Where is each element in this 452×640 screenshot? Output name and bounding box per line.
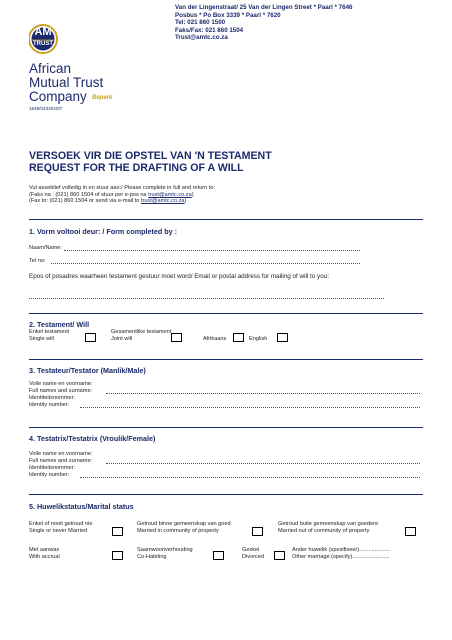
marital-out-community-checkbox[interactable]	[405, 527, 416, 536]
testator-field-label: Volle name en voorname:	[29, 381, 93, 387]
testator-field-label: Identiteitsnommer:	[29, 395, 76, 401]
logo-name-line: Company	[29, 89, 87, 104]
testatrix-field-label: Volle name en voorname:	[29, 451, 93, 457]
divider	[29, 313, 423, 314]
intro-line: (Faks na : (021) 860 1504 of stuur per e-pos na trust@amtc.co.za)	[29, 191, 194, 198]
section-heading: 2. Testament/ Will	[29, 320, 90, 329]
address-line: Faks/Fax: 021 860 1504	[175, 26, 244, 34]
address-line: Tel: 021 860 1500	[175, 19, 226, 27]
divider	[29, 219, 423, 220]
marital-in-community-label: Getroud binne gemeenskap van goed Married in community of property	[137, 521, 231, 534]
tel-field[interactable]	[51, 263, 360, 264]
divider	[29, 427, 423, 428]
intro-line: Vul asseblief volledig in en stuur aan:/ Please complete in full and return to:	[29, 185, 216, 191]
email-link[interactable]: trust@amtc.co.za	[148, 191, 192, 198]
section-heading: 1. Vorm voltooi deur: / Form completed by :	[29, 227, 178, 236]
divider	[29, 359, 423, 360]
company-address	[175, 4, 352, 42]
testator-field-label: Identity number:	[29, 402, 70, 408]
section-heading: 5. Huwelikstatus/Marital status	[29, 502, 134, 511]
name-field[interactable]	[64, 250, 360, 251]
marital-in-community-checkbox[interactable]	[252, 527, 263, 536]
title-line: VERSOEK VIR DIE OPSTEL VAN 'N TESTAMENT	[29, 150, 272, 162]
joint-will-label: Gesamentlike testament Joint will	[111, 329, 172, 342]
marital-divorced-checkbox[interactable]	[274, 551, 285, 560]
english-label: English	[249, 336, 268, 342]
intro-text	[29, 185, 215, 205]
name-label: Naam/Name:	[29, 245, 62, 251]
logo-name-line: Mutual Trust	[29, 75, 104, 90]
marital-cohabiting-label: Saamwoonverhouding Co-Habiting	[137, 547, 193, 560]
address-line: Posbus * Po Box 3339 * Paarl * 7620	[175, 11, 281, 19]
postal-label: Epos of posadres waarheen testament gestuur moet word/ Email or postal address for mailing of will to you:	[29, 273, 329, 280]
logo-mark-bottom: TRUST	[33, 41, 53, 47]
marital-single-label: Enkel of nooit getroud nie Single or never Married	[29, 521, 93, 534]
intro-line: (Fax to: (021) 860 1504 or send via e-mail to trust@amtc.co.za)	[29, 198, 187, 205]
marital-out-community-label: Getroud buite gemeenskap van goedere Married out of community of property	[278, 521, 379, 534]
logo-mark-top: AM	[34, 26, 52, 38]
afrikaans-checkbox[interactable]	[233, 333, 244, 342]
afrikaans-label: Afrikaans	[203, 336, 227, 342]
testatrix-field-label: Full names and surname:	[29, 458, 93, 464]
logo-registration: 1948/033302/07	[29, 106, 63, 111]
page-title	[29, 150, 272, 174]
section-heading: 4. Testatrix/Testatrix (Vroulik/Female)	[29, 434, 156, 443]
logo-name-line: African	[29, 61, 72, 76]
marital-accrual-checkbox[interactable]	[112, 551, 123, 560]
joint-will-checkbox[interactable]	[171, 333, 182, 342]
testatrix-name-field[interactable]	[106, 463, 420, 464]
single-will-label: Enkel testament Single will	[29, 329, 70, 342]
title-line: REQUEST FOR THE DRAFTING OF A WILL	[29, 162, 244, 174]
company-logo	[29, 14, 129, 134]
testator-id-field[interactable]	[80, 407, 420, 408]
single-will-checkbox[interactable]	[85, 333, 96, 342]
marital-cohabiting-checkbox[interactable]	[213, 551, 224, 560]
marital-divorced-label: Geskei Divorced	[242, 547, 265, 560]
testatrix-field-label: Identiteitsnommer:	[29, 465, 76, 471]
email-link[interactable]: trust@amtc.co.za	[140, 198, 185, 205]
section-heading: 3. Testateur/Testator (Manlik/Male)	[29, 366, 146, 375]
tel-label: Tel no:	[29, 258, 46, 264]
address-line: Trust@amtc.co.za	[175, 34, 228, 42]
testator-name-field[interactable]	[106, 393, 420, 394]
testatrix-id-field[interactable]	[80, 477, 420, 478]
testatrix-field-label: Identity number:	[29, 472, 70, 478]
marital-single-checkbox[interactable]	[112, 527, 123, 536]
english-checkbox[interactable]	[277, 333, 288, 342]
testator-field-label: Full names and surname:	[29, 388, 93, 394]
divider	[29, 494, 423, 495]
logo-badge: Beperk	[92, 95, 113, 101]
address-line: Van der Lingenstraat/ 25 Van der Lingen Street * Paarl * 7646	[175, 4, 353, 11]
marital-other-label: Ander huwelik (spesifiseer).................... Other marriage (specify)........................	[292, 547, 391, 560]
marital-accrual-label: Met aanwas With accrual	[29, 547, 60, 560]
postal-field[interactable]	[29, 298, 384, 299]
